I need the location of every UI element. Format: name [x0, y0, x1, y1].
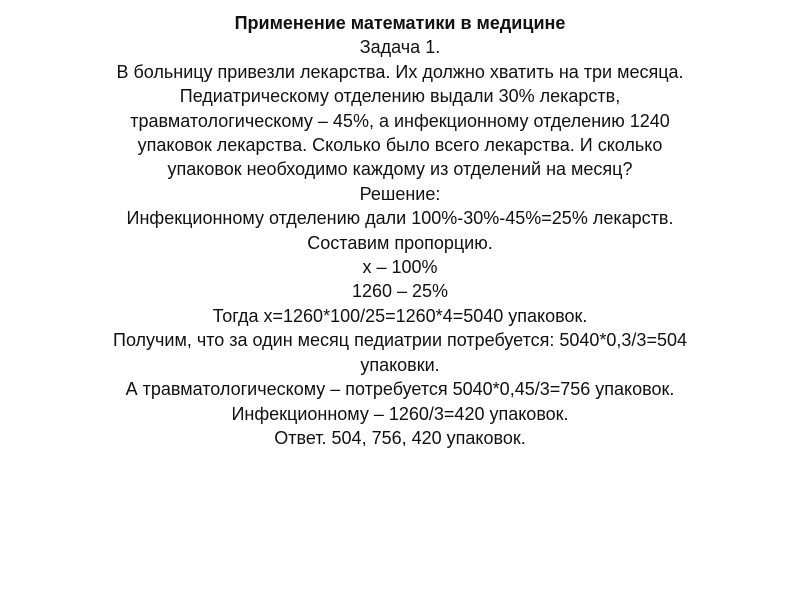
problem-line-1: В больницу привезли лекарства. Их должно хватить на три месяца. — [116, 61, 684, 82]
solution-line-7: упаковки. — [360, 354, 440, 375]
answer-line: Ответ. 504, 756, 420 упаковок. — [274, 427, 526, 448]
slide-text-body — [20, 11, 780, 450]
problem-line-4: упаковок лекарства. Сколько было всего лекарства. И сколько — [137, 135, 663, 156]
slide-title: Применение математики в медицине — [234, 13, 566, 33]
solution-line-6: Получим, что за один месяц педиатрии потребуется: 5040*0,3/3=504 — [113, 330, 687, 351]
solution-line-2: Составим пропорцию. — [307, 232, 493, 253]
problem-line-5: упаковок необходимо каждому из отделений на месяц? — [167, 159, 633, 180]
solution-line-9: Инфекционному – 1260/3=420 упаковок. — [231, 403, 569, 424]
task-heading: Задача 1. — [359, 37, 441, 58]
problem-line-2: Педиатрическому отделению выдали 30% лекарств, — [179, 86, 621, 107]
problem-line-3: травматологическому – 45%, а инфекционному отделению 1240 — [130, 110, 670, 131]
solution-line-1: Инфекционному отделению дали 100%-30%-45%=25% лекарств. — [126, 208, 674, 229]
solution-line-5: Тогда х=1260*100/25=1260*4=5040 упаковок. — [212, 305, 588, 326]
solution-line-4: 1260 – 25% — [351, 281, 449, 302]
solution-heading: Решение: — [359, 183, 441, 204]
solution-line-8: А травматологическому – потребуется 5040*0,45/3=756 упаковок. — [125, 379, 675, 400]
solution-line-3: х – 100% — [362, 257, 438, 278]
